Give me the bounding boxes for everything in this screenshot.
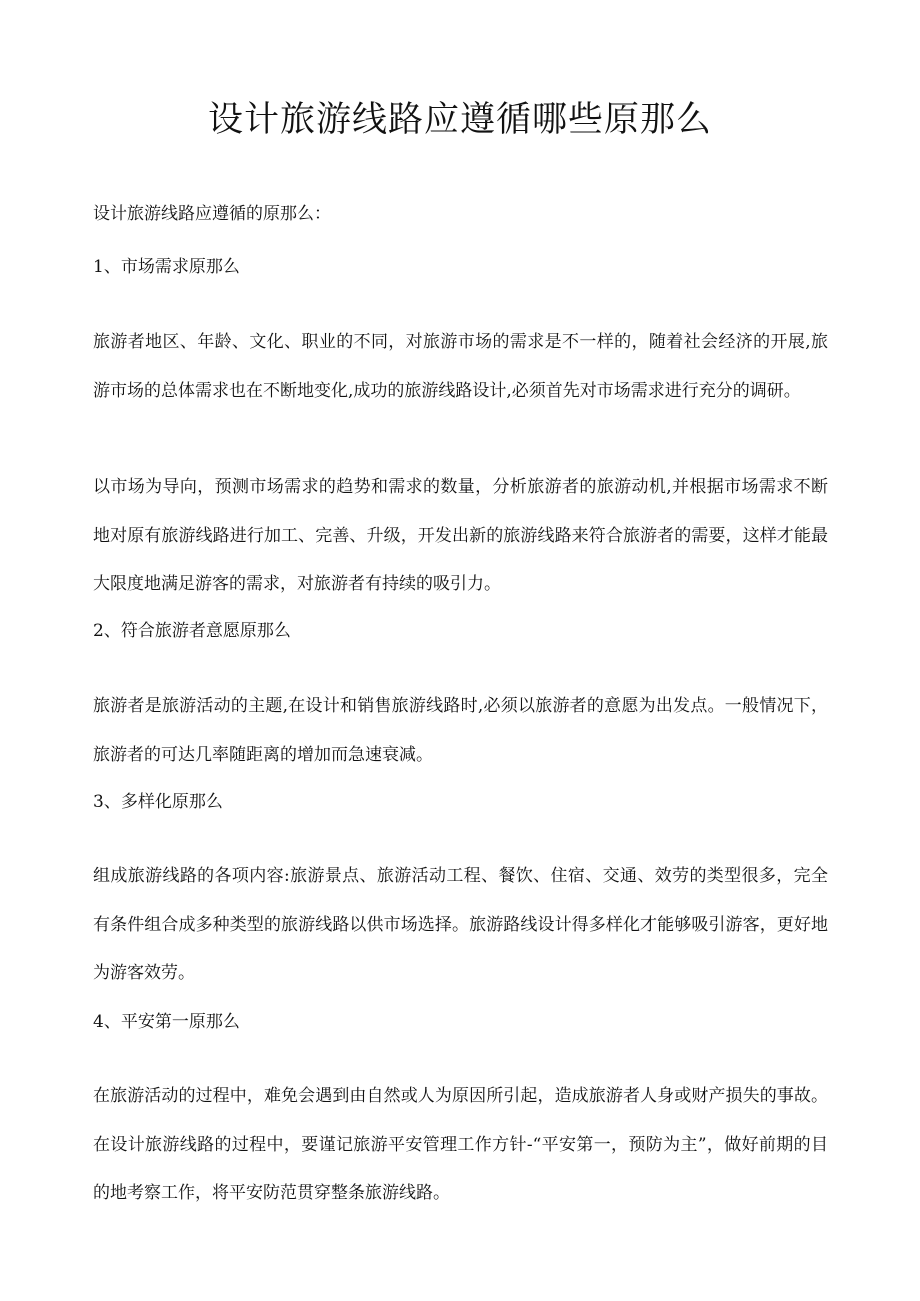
section-heading-safety-first: 4、平安第一原那么: [93, 1012, 240, 1032]
section-heading-tourist-wishes: 2、符合旅游者意愿原那么: [93, 621, 291, 641]
paragraph: 组成旅游线路的各项内容:旅游景点、旅游活动工程、餐饮、住宿、交通、效劳的类型很多，完全有条件组合成多种类型的旅游线路以供市场选择。旅游路线设计得多样化才能够吸引游客，更好地为游客效劳。: [93, 866, 828, 983]
paragraph: 旅游者是旅游活动的主题,在设计和销售旅游线路时,必须以旅游者的意愿为出发点。一般情况下，旅游者的可达几率随距离的增加而急速衰减。: [93, 696, 828, 765]
document-title: 设计旅游线路应遵循哪些原那么: [207, 100, 712, 140]
intro-text: 设计旅游线路应遵循的原那么：: [93, 204, 331, 224]
paragraph: 在旅游活动的过程中，难免会遇到由自然或人为原因所引起，造成旅游者人身或财产损失的事故。在设计旅游线路的过程中，要谨记旅游平安管理工作方针-“平安第一，预防为主”，做好前期的目的地考察工作，将平安防范贯穿整条旅游线路。: [93, 1086, 828, 1203]
paragraph: 以市场为导向，预测市场需求的趋势和需求的数量，分析旅游者的旅游动机,并根据市场需求不断地对原有旅游线路进行加工、完善、升级，开发出新的旅游线路来符合旅游者的需要，这样才能最大限度地满足游客的需求，对旅游者有持续的吸引力。: [93, 477, 828, 594]
section-heading-diversity: 3、多样化原那么: [93, 792, 223, 812]
section-heading-market-demand: 1、市场需求原那么: [93, 257, 240, 277]
paragraph: 旅游者地区、年龄、文化、职业的不同，对旅游市场的需求是不一样的，随着社会经济的开展,旅游市场的总体需求也在不断地变化,成功的旅游线路设计,必须首先对市场需求进行充分的调研。: [93, 332, 828, 401]
